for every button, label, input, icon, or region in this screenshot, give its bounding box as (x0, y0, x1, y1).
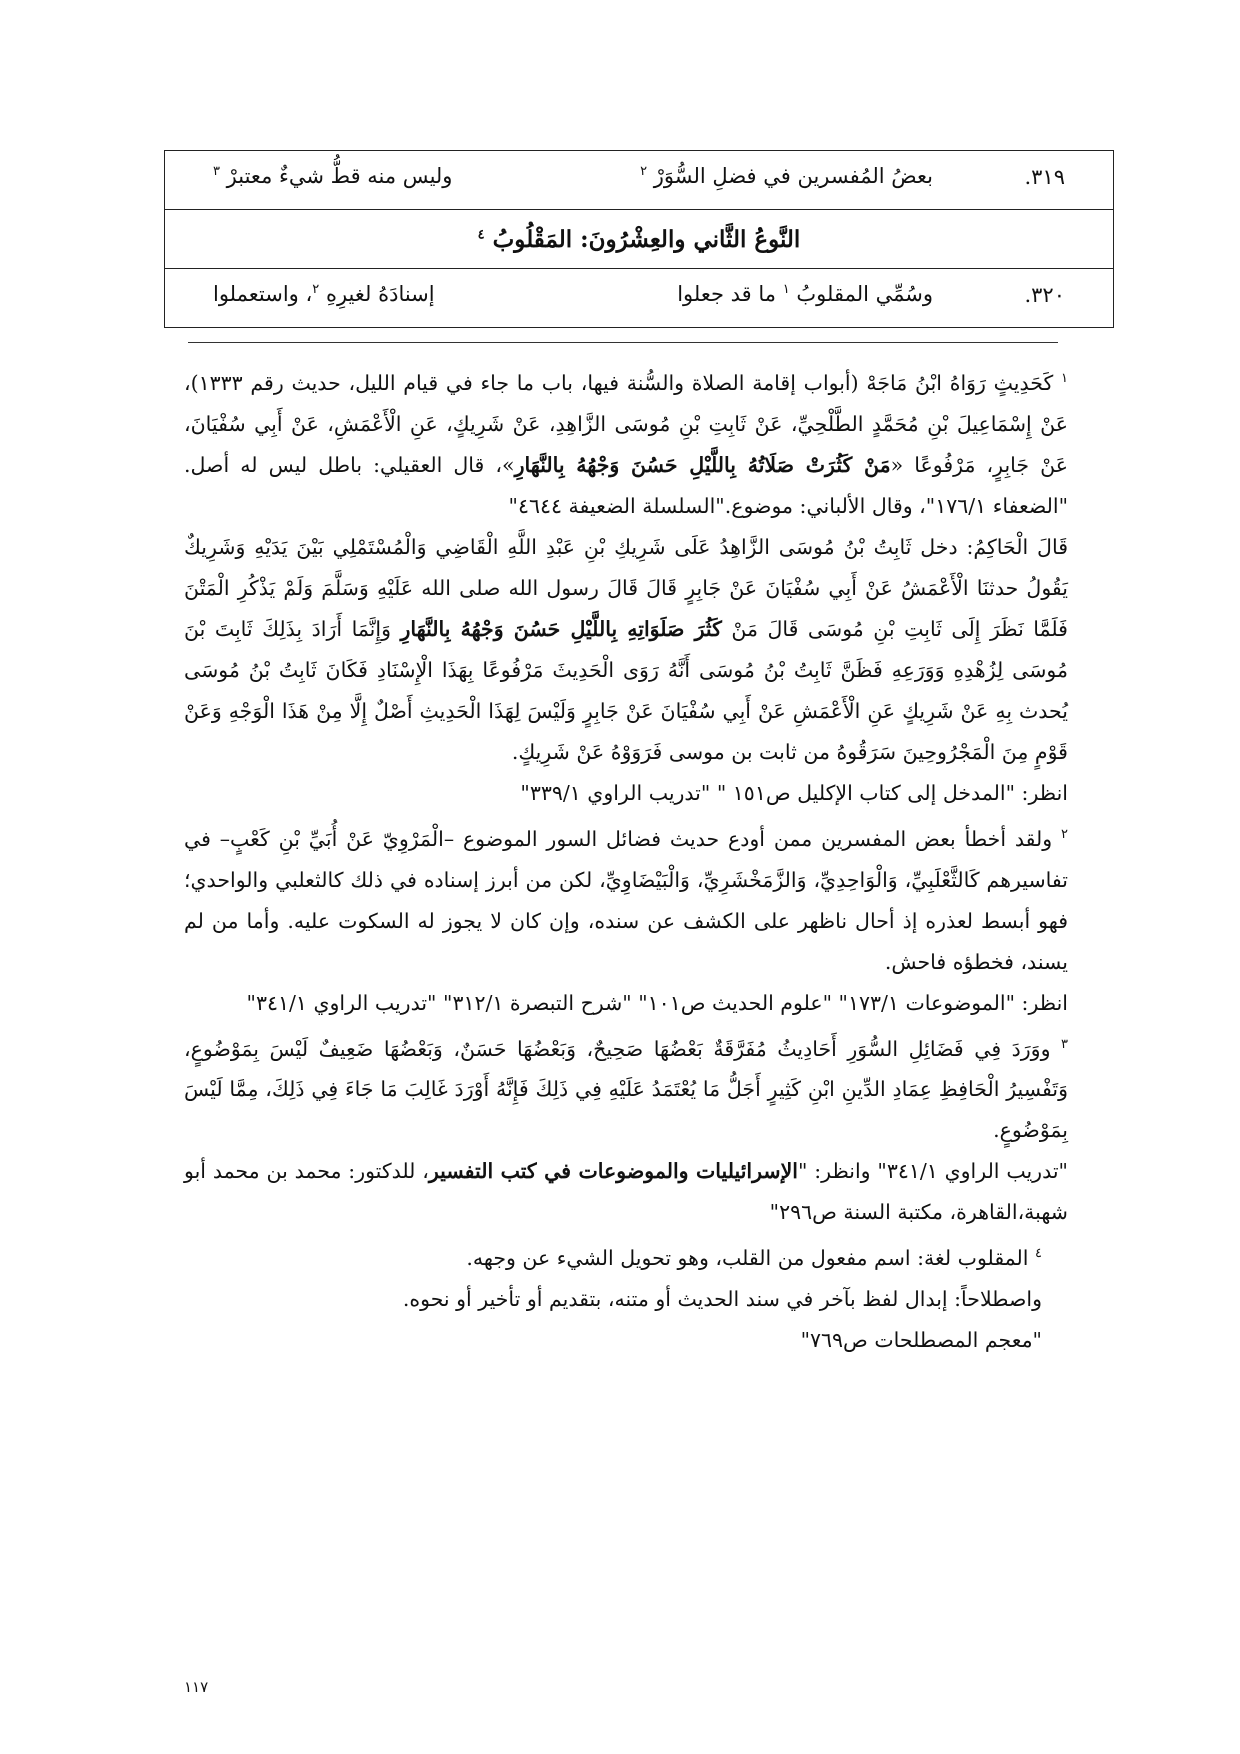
footnote-paragraph (184, 1024, 1068, 1152)
footnote-text: ولقد أخطأ بعض المفسرين ممن أودع حديث فضائل السور الموضوع –الْمَرْوِيّ عَنْ أُبَيِّ بْنِ كَعْبٍ– في تفاسيرهم كَالثَّعْلَبِيِّ، وَالْوَاحِدِيِّ، وَالزَّمَخْشَرِيِّ، وَالْبَيْضَاوِيِّ، لكن من أبرز إسناده في ذلك كالثعلبي والواحدي؛ فهو أبسط لعذره إذ أحال ناظهر على الكشف عن سنده، وإن كان لا يجوز له السكوت عليه. وأما من لم يسند، فخطؤه فاحش. (184, 826, 1068, 974)
verse-second-hemistich (213, 164, 452, 188)
verse-first-hemistich (677, 282, 933, 306)
footnotes-section (184, 358, 1068, 1361)
footnote-text: وَإِنَّمَا أَرَادَ بِذَلِكَ ثَابِتَ بْنَ مُوسَى لِزُهْدِهِ وَوَرَعِهِ فَظَنَّ ثَابِتُ بْنُ مُوسَى أَنَّهُ رَوَى الْحَدِيثَ مَرْفُوعًا بِهَذَا الْإِسْنَادِ فَكَانَ ثَابِتُ بْنُ مُوسَى يُحدث بِهِ عَنْ شَرِيكٍ عَنِ الْأَعْمَشِ عَنْ أَبِي سُفْيَانَ عَنْ جَابِرٍ وَلَيْسَ لِهَذَا الْحَدِيثِ أَصْلٌ إِلَّا مِنْ هَذَا الْوَجْهِ وَعَنْ قَوْمٍ مِنَ الْمَجْرُوحِينَ سَرَقُوهُ من ثابت بن موسى فَرَوَوْهُ عَنْ شَرِيكٍ. (184, 616, 1068, 764)
footnote-text: ووَرَدَ فِي فَضَائِلِ السُّوَرِ أَحَادِيثُ مُفَرَّقَةٌ بَعْضُهَا صَحِيحٌ، وَبَعْضُهَا حَسَنٌ، وَبَعْضُهَا ضَعِيفٌ لَيْسَ بِمَوْضُوعٍ، وَتَفْسِيرُ الْحَافِظِ عِمَادِ الدِّينِ ابْنِ كَثِيرٍ أَجَلُّ مَا يُعْتَمَدُ عَلَيْهِ فِي ذَلِكَ فَإِنَّهُ أَوْرَدَ غَالِبَ مَا جَاءَ فِي ذَلِكَ، مِمَّا لَيْسَ بِمَوْضُوعٍ. (184, 1036, 1068, 1143)
footnote-paragraph (184, 983, 1068, 1024)
footnote-text: "معجم المصطلحات ص٧٦٩" (800, 1328, 1042, 1353)
footnote-text: "تدريب الراوي ٣٤١/١" وانظر: " (797, 1159, 1068, 1184)
verse-first-hemistich (640, 164, 933, 188)
hemistich-text: ، واستعملوا (213, 282, 313, 306)
footnote-paragraph (184, 1233, 1068, 1279)
footnote-ref[interactable]: ٢ (312, 282, 320, 297)
footnote-ref[interactable]: ١ (782, 282, 790, 297)
verse-row-319 (165, 151, 1114, 210)
footnote-text: ، للدكتور: محمد بن محمد أبو شهبة،القاهرة، مكتبة السنة ص٢٩٦" (184, 1159, 1068, 1225)
hemistich-text: وسُمِّي المقلوبُ (796, 282, 933, 306)
chapter-title-row (165, 210, 1114, 269)
chapter-title: النَّوعُ الثَّاني والعِشْرُونَ: المَقْلُوبُ (492, 225, 801, 253)
bold-text: الإسرائيليات والموضوعات في كتب التفسير (428, 1159, 798, 1184)
footnote-ref[interactable]: ٢ (640, 164, 648, 179)
hemistich-text: إسنادَهُ لغيرِهِ (325, 282, 435, 306)
bold-text: كَثُرَ صَلَوَاتِهِ بِاللَّيْلِ حَسُنَ وَجْهُهُ بِالنَّهَارِ (400, 616, 722, 641)
footnote-text: قَالَ الْحَاكِمُ: دخل ثَابِتُ بْنُ مُوسَى الزَّاهِدُ عَلَى شَرِيكِ بْنِ عَبْدِ اللَّهِ الْقَاضِي وَالْمُسْتَمْلِي بَيْنَ يَدَيْهِ وَشَرِيكٌ يَقُولُ حدثنَا الْأَعْمَشُ عَنْ أَبِي سُفْيَانَ عَنْ جَابِرٍ قَالَ قَالَ رسول الله صلى الله عَلَيْهِ وَسَلَّمَ وَلَمْ يَذْكُرِ الْمَتْنَ فَلَمَّا نَظَرَ إِلَى ثَابِتِ بْنِ مُوسَى قَالَ مَنْ (184, 534, 1068, 641)
footnote-paragraph (184, 527, 1068, 773)
footnote-paragraph (184, 1279, 1068, 1320)
hemistich-text: وليس منه قطُّ شيءٌ معتبرْ (226, 164, 453, 188)
footnote-paragraph (184, 1151, 1068, 1233)
hemistich-text: بعضُ المُفسرين في فضلِ السُّوَرْ (653, 164, 933, 188)
bold-text: مَنْ كَثُرَتْ صَلَاتُهُ بِاللَّيْلِ حَسُنَ وَجْهُهُ بِالنَّهَارِ (514, 452, 891, 477)
footnote-ref[interactable]: ٣ (213, 164, 220, 179)
footnote-paragraph (184, 814, 1068, 983)
verse-number: ٣١٩. (1024, 165, 1065, 189)
verse-table (164, 150, 1114, 328)
footnote-text: انظر: "المدخل إلى كتاب الإكليل ص١٥١ " "تدريب الراوي ٣٣٩/١" (520, 780, 1068, 805)
footnote-marker: ٢ (1061, 826, 1068, 842)
footnote-text: انظر: "الموضوعات ١٧٣/١" "علوم الحديث ص١٠١" "شرح التبصرة ٣١٢/١" "تدريب الراوي ٣٤١/١" (246, 990, 1068, 1015)
footnote-text: واصطلاحاً: إبدال لفظ بآخر في سند الحديث أو متنه، بتقديم أو تأخير أو نحوه. (402, 1287, 1042, 1312)
verse-second-hemistich (213, 282, 435, 306)
verse-row-320 (165, 269, 1114, 328)
footnote-marker: ٣ (1061, 1036, 1068, 1052)
footnote-marker: ٤ (1035, 1246, 1042, 1262)
footnote-paragraph (184, 773, 1068, 814)
footnote-paragraph (184, 1320, 1068, 1361)
footnote-text: »، قال العقيلي: باطل ليس له أصل. "الضعفاء ١٧٦/١"، وقال الألباني: موضوع."السلسلة الضعيفة ٤٦٤٤" (184, 452, 1068, 518)
footnote-separator (188, 342, 1058, 343)
page-number: ١١٧ (184, 1678, 209, 1696)
hemistich-text: ما قد جعلوا (677, 282, 777, 306)
footnote-text: المقلوب لغة: اسم مفعول من القلب، وهو تحويل الشيء عن وجهه. (466, 1246, 1029, 1271)
footnote-text: كَحَدِيثٍ رَوَاهُ ابْنُ مَاجَهْ (أبواب إقامة الصلاة والسُّنة فيها، باب ما جاء في قيام الليل، حديث رقم ١٣٣٣)، عَنْ إِسْمَاعِيلَ بْنِ مُحَمَّدٍ الطَّلْحِيِّ، عَنْ ثَابِتِ بْنِ مُوسَى الزَّاهِدِ، عَنْ شَرِيكٍ، عَنِ الْأَعْمَشِ، عَنْ أَبِي سُفْيَانَ، عَنْ جَابِرٍ، مَرْفُوعًا « (184, 370, 1069, 477)
verse-number: ٣٢٠. (1024, 283, 1065, 307)
footnote-paragraph (184, 358, 1068, 527)
footnote-marker: ١ (1061, 371, 1068, 386)
footnote-ref[interactable]: ٤ (477, 226, 485, 242)
